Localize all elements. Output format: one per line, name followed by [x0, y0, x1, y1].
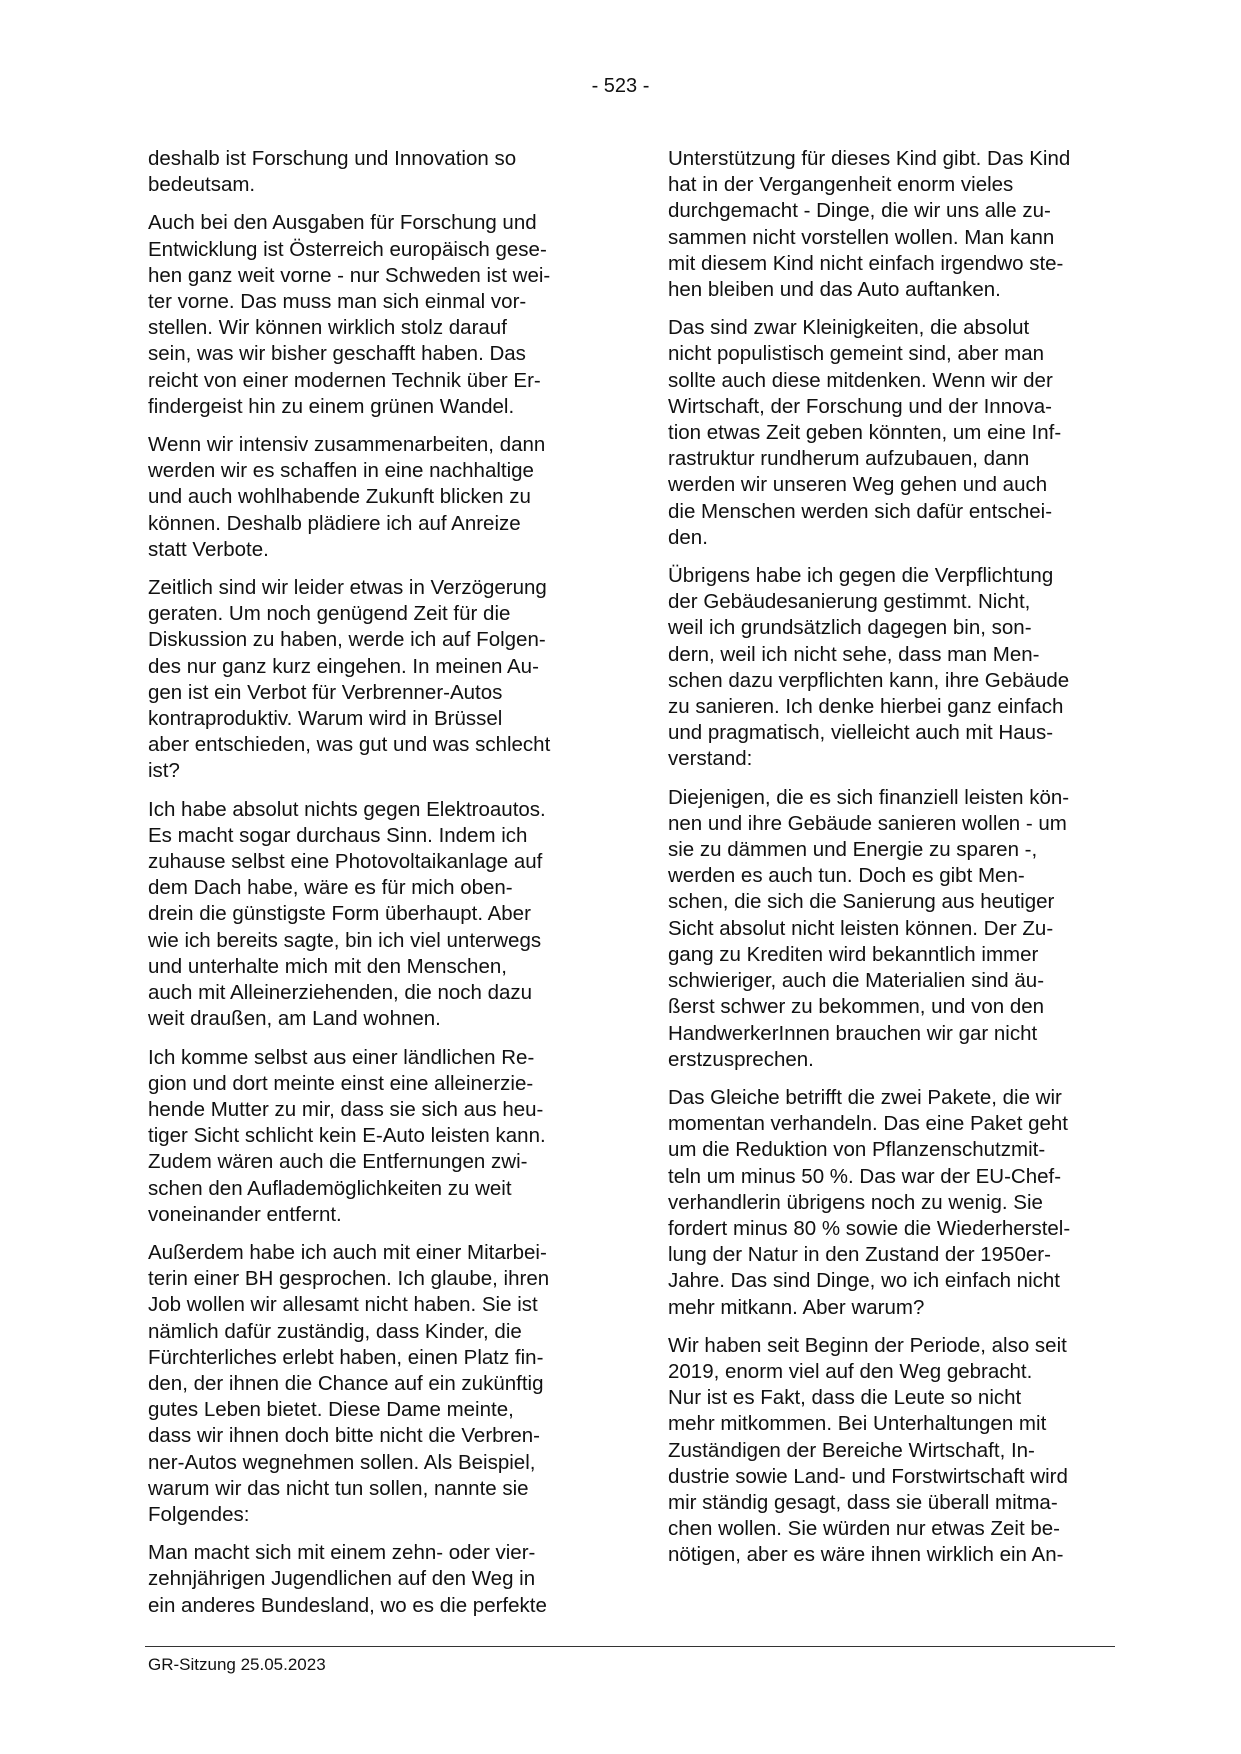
paragraph — [148, 1240, 601, 1528]
text-line: dern, weil ich nicht sehe, dass man Men- — [668, 642, 1040, 666]
text-line: Diskussion zu haben, werde ich auf Folgen- — [148, 628, 546, 652]
paragraph — [148, 210, 601, 420]
text-line: und unterhalte mich mit den Menschen, — [148, 954, 507, 978]
text-line: Folgendes: — [148, 1502, 250, 1526]
paragraph — [148, 1540, 601, 1619]
text-line: Unterstützung für dieses Kind gibt. Das Kind — [668, 147, 1071, 170]
text-line: Das sind zwar Kleinigkeiten, die absolut — [668, 316, 1030, 340]
text-line: schen, die sich die Sanierung aus heutiger — [668, 890, 1055, 914]
text-line: Es macht sogar durchaus Sinn. Indem ich — [148, 823, 528, 847]
text-line: warum wir das nicht tun sollen, nannte sie — [148, 1476, 529, 1500]
paragraph — [148, 146, 601, 198]
text-line: chen wollen. Sie würden nur etwas Zeit be- — [668, 1517, 1060, 1541]
text-line: verhandlerin übrigens noch zu wenig. Sie — [668, 1190, 1043, 1214]
footer-session-date: GR-Sitzung 25.05.2023 — [148, 1655, 326, 1674]
text-line: weil ich grundsätzlich dagegen bin, son- — [668, 616, 1032, 640]
text-line: Das Gleiche betrifft die zwei Pakete, die wir — [668, 1085, 1062, 1109]
text-line: Wenn wir intensiv zusammenarbeiten, dann — [148, 433, 546, 457]
text-line: durchgemacht - Dinge, die wir uns alle zu- — [668, 199, 1051, 223]
text-line: Job wollen wir allesamt nicht haben. Sie ist — [148, 1293, 538, 1317]
text-line: um die Reduktion von Pflanzenschutzmit- — [668, 1138, 1046, 1162]
text-line: geraten. Um noch genügend Zeit für die — [148, 602, 511, 626]
text-line: Zeitlich sind wir leider etwas in Verzögerung — [148, 576, 547, 600]
text-line: sollte auch diese mitdenken. Wenn wir der — [668, 368, 1053, 392]
text-line: hen ganz weit vorne - nur Schweden ist wei- — [148, 263, 551, 287]
paragraph — [148, 432, 601, 563]
text-line: Übrigens habe ich gegen die Verpflichtung — [668, 564, 1054, 588]
text-line: schwieriger, auch die Materialien sind äu- — [668, 969, 1045, 993]
text-line: Fürchterliches erlebt haben, einen Platz fin- — [148, 1345, 544, 1369]
text-line: gutes Leben bietet. Diese Dame meinte, — [148, 1398, 514, 1422]
text-line: dass wir ihnen doch bitte nicht die Verbren- — [148, 1424, 541, 1448]
text-line: statt Verbote. — [148, 537, 269, 561]
text-line: terin einer BH gesprochen. Ich glaube, ihren — [148, 1267, 550, 1291]
text-line: hende Mutter zu mir, dass sie sich aus heu- — [148, 1097, 544, 1121]
text-line: nen und ihre Gebäude sanieren wollen - um — [668, 811, 1067, 835]
text-line: ein anderes Bundesland, wo es die perfekte — [148, 1593, 547, 1617]
text-line: Man macht sich mit einem zehn- oder vier- — [148, 1541, 536, 1565]
text-line: Auch bei den Ausgaben für Forschung und — [148, 211, 537, 235]
text-line: ßerst schwer zu bekommen, und von den — [668, 995, 1045, 1019]
text-line: aber entschieden, was gut und was schlecht — [148, 733, 551, 757]
text-line: Jahre. Das sind Dinge, wo ich einfach nicht — [668, 1269, 1060, 1293]
text-line: mir ständig gesagt, dass sie überall mitma- — [668, 1490, 1058, 1514]
text-line: erstzusprechen. — [668, 1047, 814, 1071]
text-line: Wirtschaft, der Forschung und der Innova- — [668, 394, 1052, 418]
text-line: stellen. Wir können wirklich stolz darauf — [148, 316, 507, 340]
text-line: dem Dach habe, wäre es für mich oben- — [148, 876, 513, 900]
text-line: sammen nicht vorstellen wollen. Man kann — [668, 225, 1055, 249]
text-line: Sicht absolut nicht leisten können. Der Zu- — [668, 916, 1054, 940]
text-line: lung der Natur in den Zustand der 1950er- — [668, 1243, 1051, 1267]
text-line: den, der ihnen die Chance auf ein zukünftig — [148, 1371, 544, 1395]
text-line: auch mit Alleinerziehenden, die noch dazu — [148, 981, 533, 1005]
text-line: bedeutsam. — [148, 173, 256, 197]
text-line: schen den Auflademöglichkeiten zu weit — [148, 1176, 512, 1200]
text-line: nämlich dafür zuständig, dass Kinder, die — [148, 1319, 522, 1343]
text-line: werden wir es schaffen in eine nachhaltige — [148, 459, 534, 483]
text-line: Diejenigen, die es sich finanziell leisten kön- — [668, 785, 1070, 809]
text-line: voneinander entfernt. — [148, 1202, 342, 1226]
page-number: - 523 - — [591, 75, 650, 97]
text-line: hat in der Vergangenheit enorm vieles — [668, 173, 1014, 197]
text-line: Ich habe absolut nichts gegen Elektroautos. — [148, 797, 546, 821]
text-line: gang zu Krediten wird bekanntlich immer — [668, 942, 1039, 966]
paragraph — [148, 575, 601, 785]
text-line: ter vorne. Das muss man sich einmal vor- — [148, 290, 527, 314]
text-line: HandwerkerInnen brauchen wir gar nicht — [668, 1021, 1038, 1045]
text-line: Zudem wären auch die Entfernungen zwi- — [148, 1150, 528, 1174]
text-line: der Gebäudesanierung gestimmt. Nicht, — [668, 590, 1031, 614]
text-line: sie zu dämmen und Energie zu sparen -, — [668, 838, 1038, 862]
text-line: kontraproduktiv. Warum wird in Brüssel — [148, 707, 503, 731]
text-line: zehnjährigen Jugendlichen auf den Weg in — [148, 1567, 536, 1591]
text-line: ist? — [148, 759, 180, 783]
text-line: hen bleiben und das Auto auftanken. — [668, 278, 1001, 302]
text-line: mit diesem Kind nicht einfach irgendwo ste- — [668, 251, 1064, 275]
paragraph — [668, 315, 1121, 551]
paragraph — [668, 563, 1121, 773]
text-line: verstand: — [668, 747, 753, 771]
left-column — [148, 146, 601, 1631]
paragraph — [148, 1045, 601, 1228]
text-line: findergeist hin zu einem grünen Wandel. — [148, 394, 515, 418]
text-line: gion und dort meinte einst eine alleinerzie- — [148, 1071, 534, 1095]
text-line: zuhause selbst eine Photovoltaikanlage auf — [148, 850, 543, 874]
text-line: Ich komme selbst aus einer ländlichen Re- — [148, 1045, 535, 1069]
text-line: können. Deshalb plädiere ich auf Anreize — [148, 511, 521, 535]
text-line: mehr mitkann. Aber warum? — [668, 1295, 925, 1319]
paragraph — [668, 785, 1121, 1073]
text-line: teln um minus 50 %. Das war der EU-Chef- — [668, 1164, 1062, 1188]
text-line: reicht von einer modernen Technik über Er- — [148, 368, 541, 392]
paragraph — [668, 1333, 1121, 1569]
text-line: zu sanieren. Ich denke hierbei ganz einfach — [668, 695, 1064, 719]
right-column — [668, 146, 1121, 1581]
text-line: werden es auch tun. Doch es gibt Men- — [668, 864, 1025, 888]
text-line: und pragmatisch, vielleicht auch mit Haus- — [668, 721, 1054, 745]
text-line: fordert minus 80 % sowie die Wiederherstel- — [668, 1216, 1071, 1240]
text-line: Wir haben seit Beginn der Periode, also seit — [668, 1333, 1067, 1357]
text-line: ner-Autos wegnehmen sollen. Als Beispiel, — [148, 1450, 536, 1474]
text-line: sein, was wir bisher geschafft haben. Das — [148, 342, 526, 366]
text-line: des nur ganz kurz eingehen. In meinen Au- — [148, 654, 539, 678]
paragraph — [148, 797, 601, 1033]
text-line: die Menschen werden sich dafür entschei- — [668, 499, 1053, 523]
text-line: Außerdem habe ich auch mit einer Mitarbei- — [148, 1240, 547, 1264]
text-line: weit draußen, am Land wohnen. — [148, 1007, 441, 1031]
text-line: Nur ist es Fakt, dass die Leute so nicht — [668, 1386, 1022, 1410]
text-line: wie ich bereits sagte, bin ich viel unterwegs — [148, 928, 542, 952]
text-line: tion etwas Zeit geben könnten, um eine Inf- — [668, 421, 1062, 445]
text-line: den. — [668, 525, 708, 549]
footer-divider — [145, 1646, 1115, 1647]
text-line: drein die günstigste Form überhaupt. Aber — [148, 902, 531, 926]
text-line: und auch wohlhabende Zukunft blicken zu — [148, 485, 531, 509]
paragraph — [668, 1085, 1121, 1321]
text-line: rastruktur rundherum aufzubauen, dann — [668, 447, 1030, 471]
text-line: Entwicklung ist Österreich europäisch gese- — [148, 237, 547, 261]
text-line: tiger Sicht schlicht kein E-Auto leisten kann. — [148, 1124, 546, 1148]
text-line: dustrie sowie Land- und Forstwirtschaft wird — [668, 1464, 1068, 1488]
text-line: deshalb ist Forschung und Innovation so — [148, 147, 517, 170]
text-line: schen dazu verpflichten kann, ihre Gebäude — [668, 668, 1070, 692]
text-line: gen ist ein Verbot für Verbrenner-Autos — [148, 680, 503, 704]
text-line: momentan verhandeln. Das eine Paket geht — [668, 1112, 1069, 1136]
text-line: Zuständigen der Bereiche Wirtschaft, In- — [668, 1438, 1035, 1462]
paragraph — [668, 146, 1121, 303]
text-line: werden wir unseren Weg gehen und auch — [668, 473, 1048, 497]
text-line: mehr mitkommen. Bei Unterhaltungen mit — [668, 1412, 1047, 1436]
text-line: nicht populistisch gemeint sind, aber man — [668, 342, 1045, 366]
text-line: 2019, enorm viel auf den Weg gebracht. — [668, 1359, 1033, 1383]
text-line: nötigen, aber es wäre ihnen wirklich ein An- — [668, 1543, 1064, 1567]
